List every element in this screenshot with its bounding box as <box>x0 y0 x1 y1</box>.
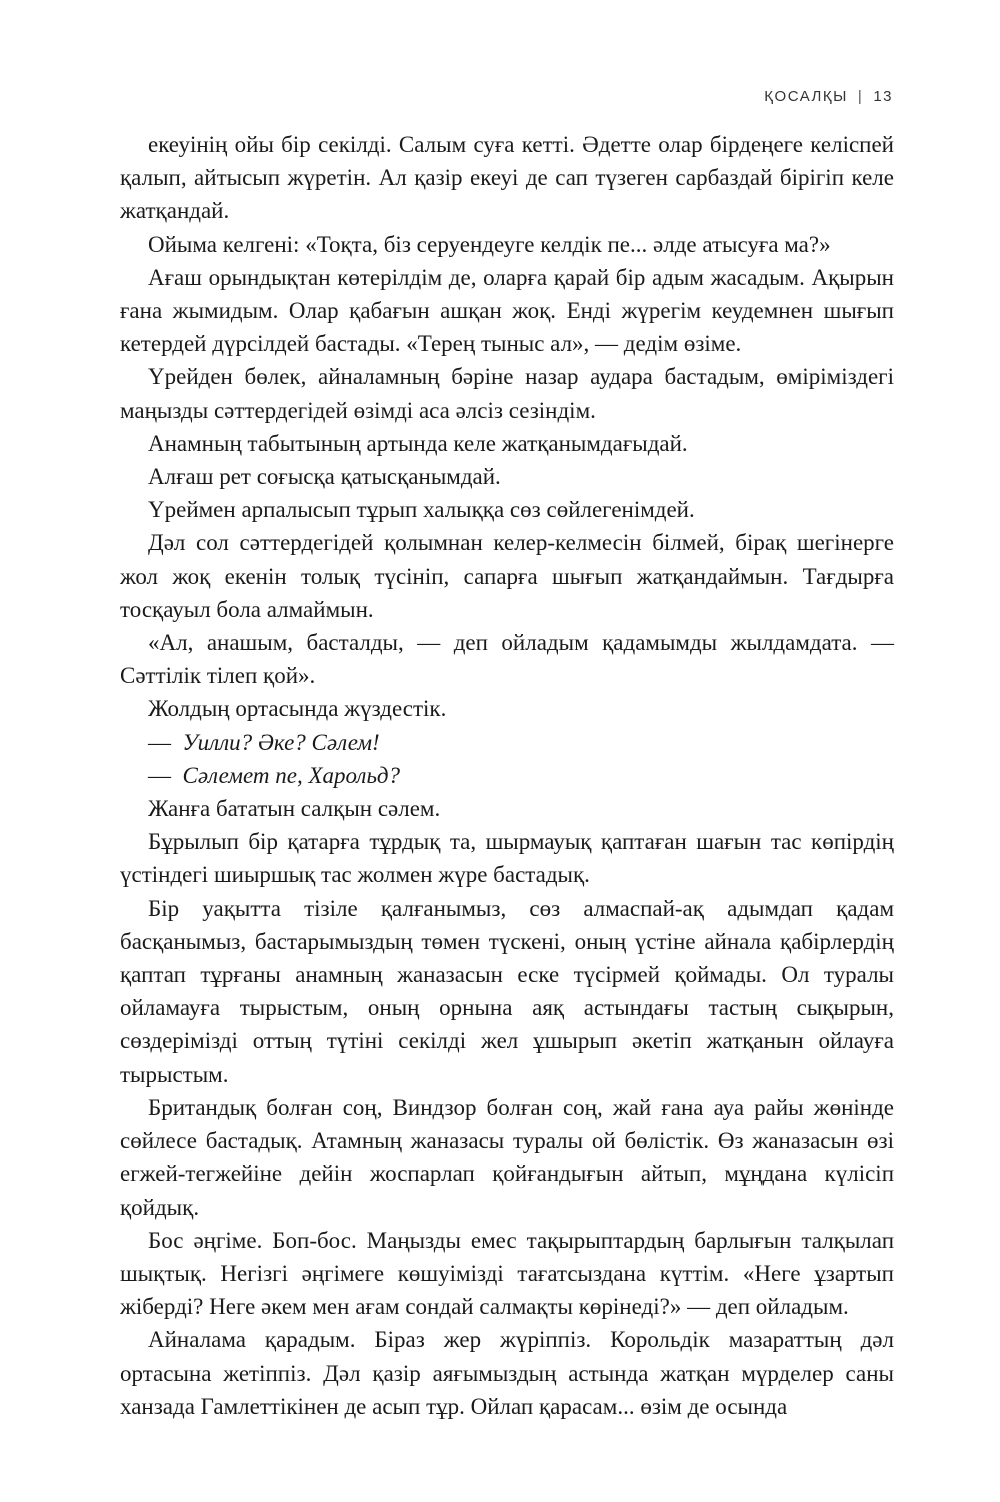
body-text <box>120 128 894 1423</box>
paragraph: Жолдың ортасында жүздестік. <box>148 696 447 722</box>
paragraph: Бос әңгіме. Боп-бос. Маңызды емес тақырыптардың барлығын талқылап шықтық. Негізгі әңгімеге көшуімізді тағатсыздана күттім. «Неге ұзартып жіберді? Неге әкем мен ағам сондай салмақты көрінеді?» — деп ойладым. <box>120 1227 894 1320</box>
paragraph: Ағаш орындықтан көтерілдім де, оларға қарай бір адым жасадым. Ақырын ғана жымидым. Олар қабағын ашқан жоқ. Енді жүрегім кеудемнен шығып кетердей дүрсілдей бастады. «Терең тыныс ал», — дедім өзіме. <box>120 264 894 357</box>
paragraph: Алғаш рет соғысқа қатысқанымдай. <box>148 464 501 490</box>
dialog-speech: Сәлемет пе, Харольд? <box>182 762 401 788</box>
dialog-line <box>120 726 894 759</box>
dialog-dash: — <box>148 762 171 788</box>
paragraph: Бір уақытта тізіле қалғанымыз, сөз алмаспай-ақ адымдап қадам басқанымыз, бастарымыздың төмен түскені, оның үстіне айнала қабірлердің қаптап тұрғаны анамның жаназасын еске түсірмей қоймады. Ол туралы ойламауға тырыстым, оның орнына аяқ астындағы тастың сықырын, сөздерімізді оттың түтіні секілді жел ұшырып әкетіп жатқанын ойлауға тырыстым. <box>120 895 894 1087</box>
paragraph: Айналама қарадым. Біраз жер жүріппіз. Корольдік мазараттың дәл ортасына жетіппіз. Дәл қазір аяғымыздың астында жатқан мүрделер саны ханзада Гамлеттікінен де асып тұр. Ойлап қарасам... өзім де осында <box>120 1327 894 1419</box>
header-separator: | <box>857 88 864 105</box>
dialog-dash: — <box>148 729 171 755</box>
paragraph: «Ал, анашым, басталды, — деп ойладым қадамымды жылдамдата. — Сәттілік тілеп қой». <box>120 630 894 689</box>
paragraph: Бұрылып бір қатарға тұрдық та, шырмауық қаптаған шағын тас көпірдің үстіндегі шиыршық тас жолмен жүре бастадық. <box>120 829 894 888</box>
dialog-speech: Уилли? Әке? Сәлем! <box>182 729 380 755</box>
paragraph: Жанға бататын салқын сәлем. <box>148 796 441 822</box>
dialog-line <box>120 759 894 792</box>
running-header <box>764 88 893 105</box>
paragraph: Дәл сол сәттердегідей қолымнан келер-келмесін білмей, бірақ шегінерге жол жоқ екенін толық түсініп, сапарға шығып жатқандаймын. Тағдырға тосқауыл бола алмаймын. <box>120 530 894 622</box>
paragraph: Британдық болған соң, Виндзор болған соң, жай ғана ауа райы жөнінде сөйлесе бастадық. Атамның жаназасы туралы ой бөлістік. Өз жаназасын өзі егжей-тегжейіне дейін жоспарлап қойғандығын айтып, мұңдана күлісіп қойдық. <box>120 1094 894 1220</box>
paragraph: екеуінің ойы бір секілді. Салым суға кетті. Әдетте олар бірдеңеге келіспей қалып, айтысып жүретін. Ал қазір екеуі де сап түзеген сарбаздай бірігіп келе жатқандай. <box>120 132 894 224</box>
paragraph: Үрейден бөлек, айналамның бәріне назар аудара бастадым, өміріміздегі маңызды сәттердегідей өзімді аса әлсіз сезіндім. <box>120 364 894 423</box>
paragraph: Ойыма келгені: «Тоқта, біз серуендеуге келдік пе... әлде атысуға ма?» <box>148 231 831 257</box>
paragraph: Анамның табытының артында келе жатқанымдағыдай. <box>148 430 688 456</box>
paragraph: Үреймен арпалысып тұрып халыққа сөз сөйлегенімдей. <box>148 497 695 523</box>
page-number: 13 <box>873 88 893 105</box>
section-title: ҚОСАЛҚЫ <box>764 88 848 105</box>
